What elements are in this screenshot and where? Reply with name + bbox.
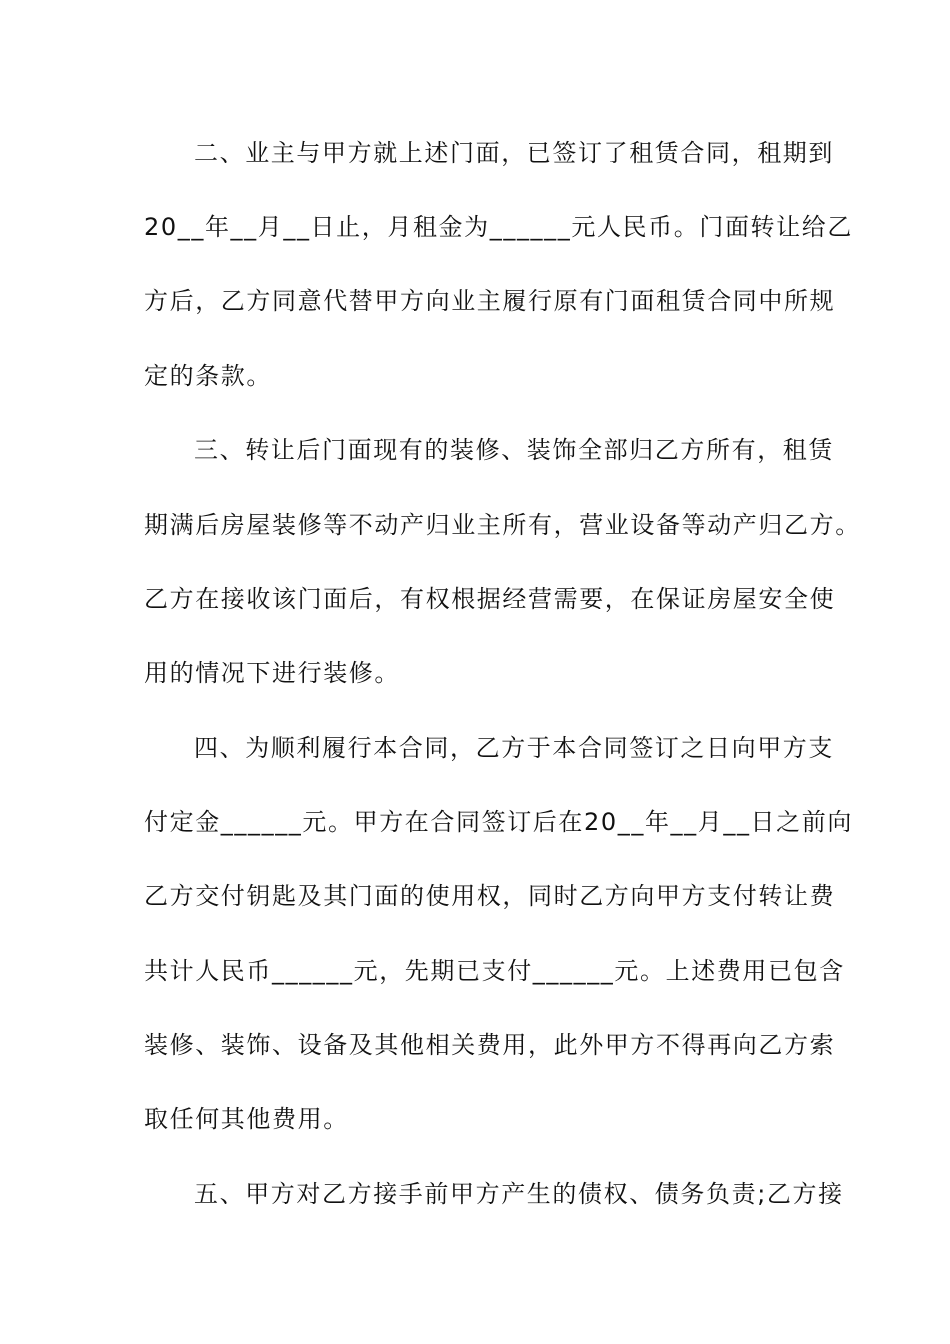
clause-3-line-4: 用的情况下进行装修。 <box>144 659 400 687</box>
clause-3-line-1: 三、转让后门面现有的装修、装饰全部归乙方所有，租赁 <box>194 436 834 464</box>
clause-2-line-2: 20__年__月__日止，月租金为______元人民币。门面转让给乙 <box>144 213 853 241</box>
clause-3-line-2: 期满后房屋装修等不动产归业主所有，营业设备等动产归乙方。 <box>144 511 861 539</box>
clause-3-line-3: 乙方在接收该门面后，有权根据经营需要，在保证房屋安全使 <box>144 585 836 613</box>
clause-5-line-1: 五、甲方对乙方接手前甲方产生的债权、债务负责;乙方接 <box>194 1180 844 1208</box>
clause-4-line-4: 共计人民币______元，先期已支付______元。上述费用已包含 <box>144 957 845 985</box>
clause-4-line-6: 取任何其他费用。 <box>144 1105 349 1133</box>
clause-2-line-3: 方后，乙方同意代替甲方向业主履行原有门面租赁合同中所规 <box>144 287 836 315</box>
clause-4-line-5: 装修、装饰、设备及其他相关费用，此外甲方不得再向乙方索 <box>144 1031 836 1059</box>
clause-4-line-1: 四、为顺利履行本合同，乙方于本合同签订之日向甲方支 <box>194 734 834 762</box>
clause-4-line-2: 付定金______元。甲方在合同签订后在20__年__月__日之前向 <box>144 808 853 836</box>
clause-4-line-3: 乙方交付钥匙及其门面的使用权，同时乙方向甲方支付转让费 <box>144 882 836 910</box>
clause-2-line-4: 定的条款。 <box>144 362 272 390</box>
clause-2-line-1: 二、业主与甲方就上述门面，已签订了租赁合同，租期到 <box>194 139 834 167</box>
